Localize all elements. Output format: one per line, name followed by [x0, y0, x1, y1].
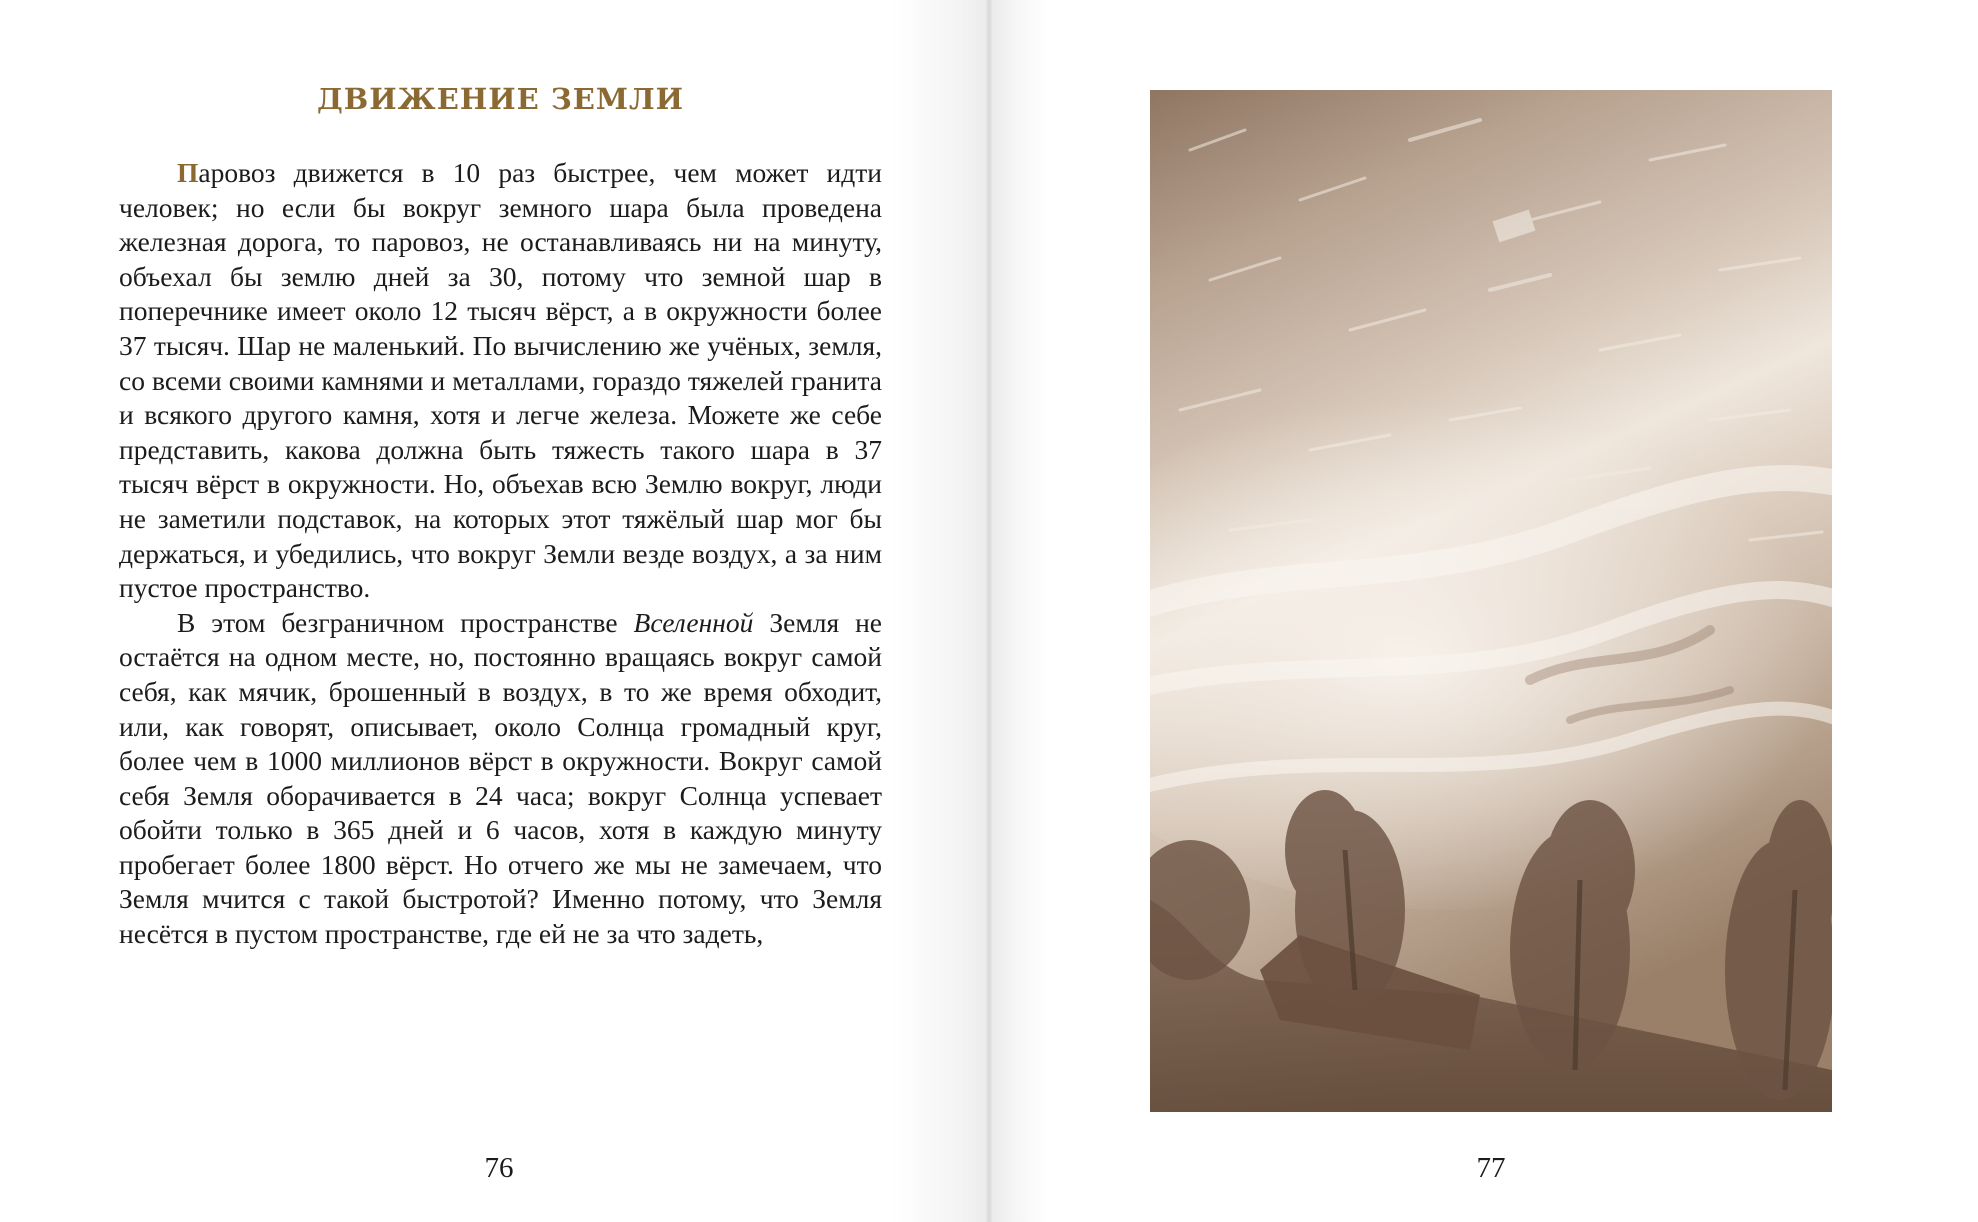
sepia-sky-photo — [1150, 90, 1832, 1112]
body-text — [119, 156, 882, 952]
page-number-right: 77 — [1476, 1152, 1506, 1184]
paragraph-2 — [119, 606, 882, 952]
paragraph-1 — [119, 156, 882, 606]
dropcap: П — [177, 157, 199, 188]
chapter-title: ДВИЖЕНИЕ ЗЕМЛИ — [316, 82, 684, 116]
book-gutter — [986, 0, 992, 1222]
sky-illustration — [1150, 90, 1832, 1112]
paragraph-2-rest: Земля не остаётся на одном месте, но, постоянно вращаясь вокруг самой себя, как мячик, брошенный в воздух, в то же время обходит, или, как говорят, описывает, около Солнца громадный круг, более чем в 1000 миллионов вёрст в окружности. Вокруг самой себя Земля оборачивается в 24 часа; вокруг Солнца успевает обойти только в 365 дней и 6 часов, хотя в каждую минуту пробегает более 1800 вёрст. Но отчего же мы не замечаем, что Земля мчится с такой быстротой? Именно потому, что Земля несётся в пустом пространстве, где ей не за что задеть, — [119, 606, 882, 950]
paragraph-2-italic-term: Вселенной — [633, 606, 754, 638]
paragraph-1-text: аровоз движется в 10 раз быстрее, чем может идти человек; но если бы вокруг земного шара была проведена железная дорога, то паровоз, не останавливаясь ни на минуту, объехал бы землю дней за 30, потому что земной шар в поперечнике имеет около 12 тысяч вёрст, а в окружности более 37 тысяч. Шар не маленький. По вычислению же учёных, земля, со всеми своими камнями и металлами, гораздо тяжелей гранита и всякого другого камня, хотя и легче железа. Можете же себе представить, какова должна быть тяжесть такого шара в 37 тысяч вёрст в окружности. Но, объехав всю Землю вокруг, люди не заметили подставок, на которых этот тяжёлый шар мог бы держаться, и убедились, что вокруг Земли везде воздух, а за ним пустое пространство. — [119, 157, 882, 604]
page-number-left: 76 — [484, 1152, 514, 1184]
paragraph-2-start: В этом безграничном пространстве — [177, 606, 634, 638]
